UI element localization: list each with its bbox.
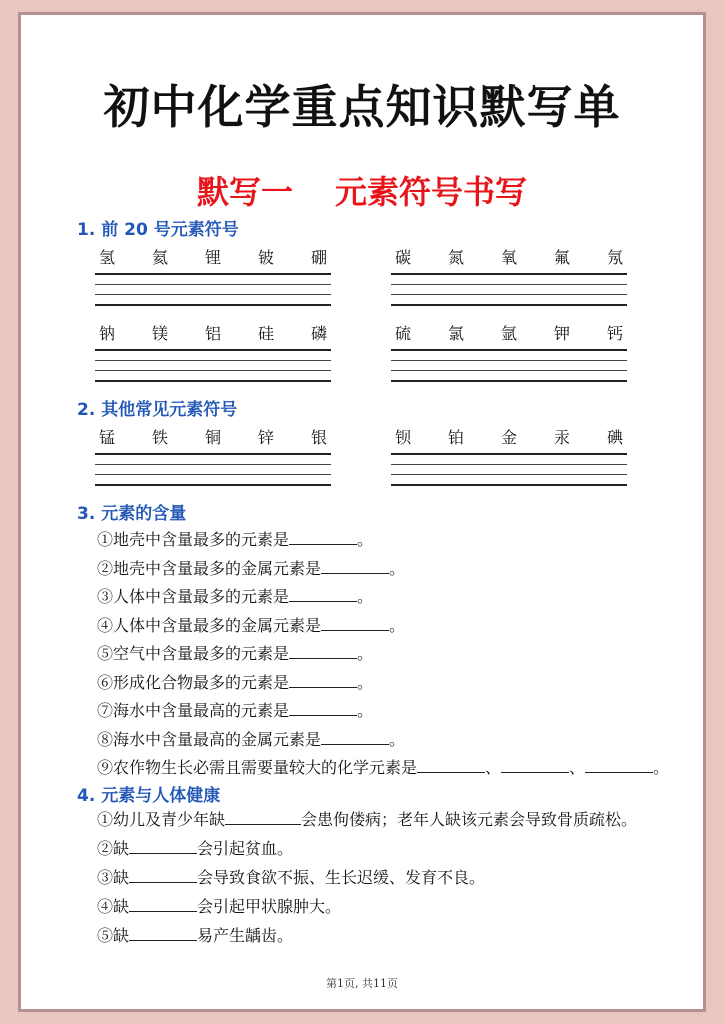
element-char: 碘	[606, 428, 623, 447]
element-grid-5	[95, 425, 331, 495]
list-item: ②缺 会引起贫血。	[97, 839, 294, 858]
element-char: 铝	[204, 324, 221, 343]
writing-lines[interactable]	[95, 349, 331, 382]
answer-blank[interactable]	[289, 587, 357, 602]
element-char: 钾	[553, 324, 570, 343]
element-char: 氯	[447, 324, 464, 343]
element-char: 氢	[99, 248, 116, 267]
list-item: ③人体中含量最多的元素是 。	[97, 587, 374, 606]
subtitle-part-2: 元素符号书写	[335, 173, 528, 211]
element-char: 氧	[500, 248, 517, 267]
element-grid-1	[95, 245, 331, 315]
section-heading-2: 2. 其他常见元素符号	[77, 400, 238, 420]
element-char: 镁	[151, 324, 168, 343]
list-item: ④缺 会引起甲状腺肿大。	[97, 897, 342, 916]
list-item: ⑤缺 易产生龋齿。	[97, 926, 294, 945]
writing-lines[interactable]	[391, 273, 627, 306]
answer-blank[interactable]	[289, 673, 357, 688]
list-item: ②地壳中含量最多的金属元素是 。	[97, 558, 406, 578]
list-item: ⑧海水中含量最高的金属元素是 。	[97, 729, 406, 749]
list-item: ⑨农作物生长必需且需要量较大的化学元素是 、 、 。	[97, 758, 670, 777]
element-char: 氩	[500, 324, 517, 343]
list-item: ⑥形成化合物最多的元素是 。	[97, 672, 374, 692]
answer-blank[interactable]	[321, 730, 389, 745]
list-item: ①地壳中含量最多的元素是 。	[97, 530, 374, 549]
list-item: ⑤空气中含量最多的元素是 。	[97, 644, 374, 663]
element-char: 钡	[395, 428, 412, 447]
page-footer: 第1页, 共11页	[326, 977, 398, 990]
list-item: ⑦海水中含量最高的元素是 。	[97, 701, 374, 720]
element-char: 锌	[257, 428, 274, 447]
element-grid-6	[391, 425, 627, 495]
element-char: 锂	[204, 248, 221, 267]
element-char: 硅	[257, 324, 274, 343]
answer-blank[interactable]	[289, 644, 357, 659]
element-char: 汞	[553, 428, 570, 447]
writing-lines[interactable]	[391, 349, 627, 382]
answer-blank[interactable]	[501, 758, 569, 773]
element-char: 铍	[257, 248, 274, 267]
answer-blank[interactable]	[585, 758, 653, 773]
answer-blank[interactable]	[289, 701, 357, 716]
element-char: 金	[500, 428, 517, 447]
element-char: 氖	[606, 248, 623, 267]
list-item: ①幼儿及青少年缺 会患佝偻病；老年人缺该元素会导致骨质疏松。	[97, 810, 638, 829]
section-heading-4: 4. 元素与人体健康	[77, 786, 221, 806]
section-heading-1: 1. 前 20 号元素符号	[77, 220, 239, 240]
answer-blank[interactable]	[129, 839, 197, 854]
content-question-list	[97, 527, 669, 784]
element-char: 硫	[395, 324, 412, 343]
element-char: 铜	[204, 428, 221, 447]
answer-blank[interactable]	[321, 616, 389, 631]
element-grid-4	[391, 321, 627, 391]
answer-blank[interactable]	[225, 810, 301, 825]
section-heading-3: 3. 元素的含量	[77, 504, 187, 524]
element-char: 银	[310, 428, 327, 447]
element-char: 铂	[447, 428, 464, 447]
element-grid-3	[95, 321, 331, 391]
element-grid-2	[391, 245, 627, 315]
element-char: 磷	[310, 324, 327, 343]
element-char: 钠	[99, 324, 116, 343]
element-char: 锰	[99, 428, 116, 447]
answer-blank[interactable]	[417, 758, 485, 773]
subtitle-part-1: 默写一	[196, 173, 293, 211]
writing-lines[interactable]	[391, 453, 627, 486]
element-char: 钙	[606, 324, 623, 343]
element-char: 铁	[151, 428, 168, 447]
subtitle	[21, 167, 703, 213]
writing-lines[interactable]	[95, 453, 331, 486]
writing-lines[interactable]	[95, 273, 331, 306]
answer-blank[interactable]	[129, 926, 197, 941]
element-char: 氟	[553, 248, 570, 267]
element-char: 硼	[310, 248, 327, 267]
list-item: ③缺 会导致食欲不振、生长迟缓、发育不良。	[97, 868, 486, 887]
list-item: ④人体中含量最多的金属元素是 。	[97, 615, 406, 635]
health-question-list	[97, 805, 677, 950]
worksheet-page	[18, 12, 706, 1012]
element-char: 碳	[395, 248, 412, 267]
answer-blank[interactable]	[289, 530, 357, 545]
answer-blank[interactable]	[129, 868, 197, 883]
page-title: 初中化学重点知识默写单	[103, 80, 621, 134]
answer-blank[interactable]	[129, 897, 197, 912]
answer-blank[interactable]	[321, 559, 389, 574]
element-char: 氮	[447, 248, 464, 267]
element-char: 氦	[151, 248, 168, 267]
